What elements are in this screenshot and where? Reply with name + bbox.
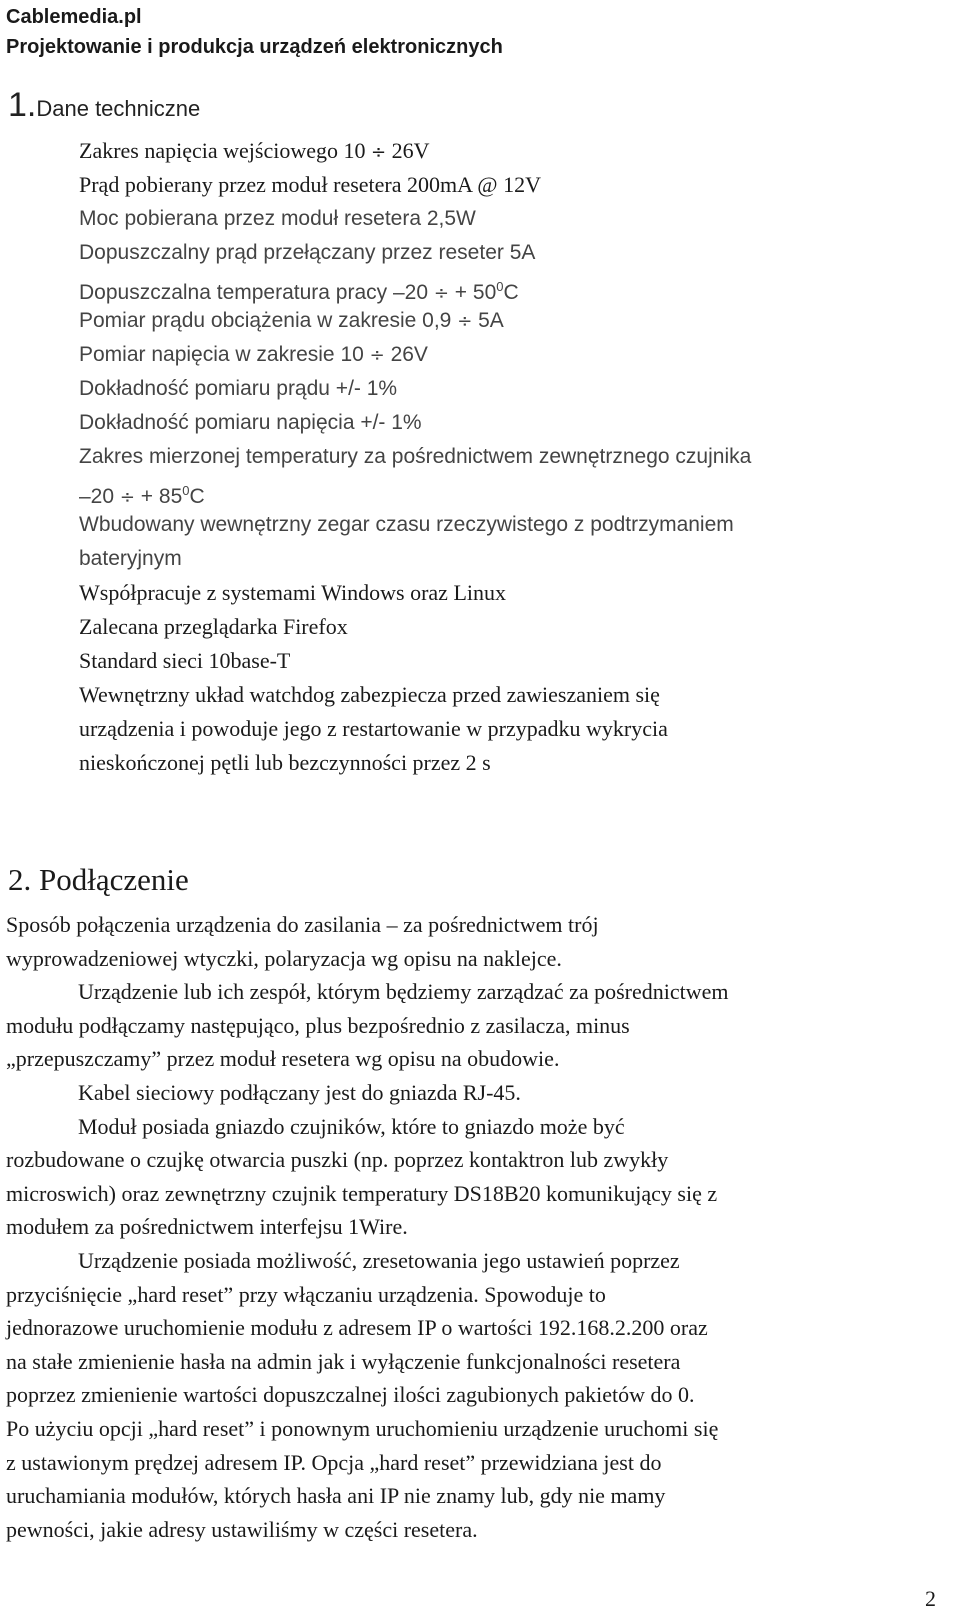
spec-line [79,542,939,576]
section-1-title: Dane techniczne [36,96,201,121]
paragraph-line: na stałe zmienienie hasła na admin jak i wyłączenie funkcjonalności resetera [6,1348,681,1374]
spec-text: + 50 [448,281,497,304]
spec-line [79,610,939,644]
paragraph-line: Urządzenie lub ich zespół, którym będziemy zarządzać za pośrednictwem [78,979,729,1005]
spec-text: 5A [472,309,504,332]
spec-line [79,304,939,338]
spec-line [79,440,939,474]
spec-line [79,168,939,202]
spec-line [79,134,939,168]
spec-text: 26V [384,343,428,366]
paragraph-line: jednorazowe uruchomienie modułu z adresem IP o wartości 192.168.2.200 oraz [6,1315,708,1341]
spec-line [79,474,939,508]
spec-line [79,270,939,304]
company-name: Cablemedia.pl [6,6,142,28]
range-sign: ÷ [371,142,387,163]
spec-text: Dopuszczalna temperatura pracy –20 [79,281,434,304]
spec-text: Zakres mierzonej temperatury za pośrednictwem zewnętrznego czujnika [79,445,752,468]
spec-line [79,508,939,542]
range-sign: ÷ [457,311,473,332]
paragraph-line: Urządzenie posiada możliwość, zresetowania jego ustawień poprzez [78,1247,680,1273]
spec-line [79,406,939,440]
spec-text: nieskończonej pętli lub bezczynności przez 2 s [79,750,491,775]
spec-text: Moc pobierana przez moduł resetera 2,5W [79,207,476,230]
section-2-body [6,908,946,1546]
paragraph-line: Moduł posiada gniazdo czujników, które to gniazdo może być [78,1113,625,1139]
spec-line [79,372,939,406]
spec-text: C [503,281,519,304]
range-sign: ÷ [119,487,135,508]
paragraph-line: microswich) oraz zewnętrzny czujnik temperatury DS18B20 komunikujący się z [6,1180,718,1206]
superscript: 0 [496,279,504,294]
spec-text: Standard sieci 10base-T [79,648,291,673]
spec-line [79,746,939,780]
spec-text: urządzenia i powoduje jego z restartowanie w przypadku wykrycia [79,716,668,741]
spec-line [79,576,939,610]
spec-line [79,338,939,372]
section-2-heading: 2. Podłączenie [8,862,189,897]
section-1-heading [8,86,200,125]
spec-line [79,236,939,270]
paragraph-line: pewności, jakie adresy ustawiliśmy w części resetera. [6,1516,478,1542]
range-sign: ÷ [433,283,449,304]
spec-text: 26V [386,138,430,163]
spec-text: Pomiar prądu obciążenia w zakresie 0,9 [79,309,458,332]
paragraph-line: uruchamiania modułów, których hasła ani IP nie znamy lub, gdy nie mamy [6,1483,666,1509]
spec-text: Wbudowany wewnętrzny zegar czasu rzeczywistego z podtrzymaniem [79,513,734,536]
page-number: 2 [925,1586,936,1611]
paragraph-line: rozbudowane o czujkę otwarcia puszki (np. poprzez kontaktron lub zwykły [6,1147,669,1173]
paragraph-line: Sposób połączenia urządzenia do zasilania – za pośrednictwem trój [6,912,599,937]
paragraph-line: modułu podłączamy następująco, plus bezpośrednio z zasilacza, minus [6,1012,630,1038]
spec-text: C [189,485,205,508]
spec-text: + 85 [134,485,183,508]
section-1-number: 1. [8,86,37,124]
spec-text: Zalecana przeglądarka Firefox [79,614,348,639]
spec-line [79,644,939,678]
spec-text: Dokładność pomiaru napięcia +/- 1% [79,411,422,434]
paragraph-line: „przepuszczamy” przez moduł resetera wg opisu na obudowie. [6,1046,560,1072]
spec-text: Dopuszczalny prąd przełączany przez reseter 5A [79,241,536,264]
company-subtitle: Projektowanie i produkcja urządzeń elektronicznych [6,36,503,58]
spec-text: Prąd pobierany przez moduł resetera 200mA @ 12V [79,172,541,197]
spec-text: bateryjnym [79,547,182,570]
paragraph-line: Po użyciu opcji „hard reset” i ponownym uruchomieniu urządzenie uruchomi się [6,1415,719,1441]
spec-text: Zakres napięcia wejściowego 10 [79,138,371,163]
spec-text: Współpracuje z systemami Windows oraz Linux [79,580,506,605]
range-sign: ÷ [369,345,385,366]
spec-text: Wewnętrzny układ watchdog zabezpiecza przed zawieszaniem się [79,682,660,707]
paragraph-line: wyprowadzeniowej wtyczki, polaryzacja wg opisu na naklejce. [6,945,562,971]
spec-line [79,712,939,746]
spec-line [79,678,939,712]
paragraph-line: modułem za pośrednictwem interfejsu 1Wire. [6,1214,408,1240]
spec-text: Pomiar napięcia w zakresie 10 [79,343,370,366]
technical-specs-list [79,134,939,780]
spec-line [79,202,939,236]
spec-text: –20 [79,485,120,508]
document-header [6,2,503,62]
paragraph-line: Kabel sieciowy podłączany jest do gniazda RJ-45. [78,1079,521,1105]
spec-text: Dokładność pomiaru prądu +/- 1% [79,377,398,400]
paragraph-line: przyciśnięcie „hard reset” przy włączaniu urządzenia. Spowoduje to [6,1281,606,1307]
paragraph-line: poprzez zmienienie wartości dopuszczalnej ilości zagubionych pakietów do 0. [6,1382,695,1408]
superscript: 0 [182,483,190,498]
paragraph-line: z ustawionym prędzej adresem IP. Opcja „hard reset” przewidziana jest do [6,1449,662,1475]
